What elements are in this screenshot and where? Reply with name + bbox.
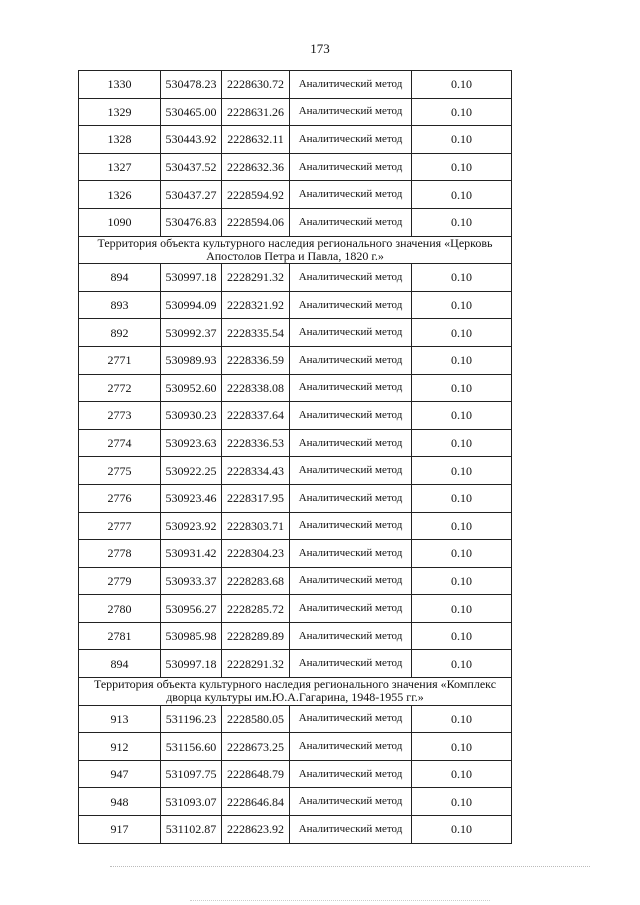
y-coordinate-cell: 2228335.54 xyxy=(222,319,290,347)
table-row xyxy=(79,540,512,568)
method-cell: Аналитический метод xyxy=(290,346,412,374)
point-number-cell: 2777 xyxy=(79,512,161,540)
point-number-cell: 2771 xyxy=(79,346,161,374)
accuracy-cell: 0.10 xyxy=(412,457,512,485)
y-coordinate-cell: 2228337.64 xyxy=(222,402,290,430)
section-title: Территория объекта культурного наследия регионального значения «Церковь Апостолов Петра и Павла, 1820 г.» xyxy=(79,236,512,264)
y-coordinate-cell: 2228632.11 xyxy=(222,126,290,154)
accuracy-cell: 0.10 xyxy=(412,208,512,236)
method-cell: Аналитический метод xyxy=(290,622,412,650)
accuracy-cell: 0.10 xyxy=(412,567,512,595)
x-coordinate-cell: 530478.23 xyxy=(161,71,222,99)
table-row xyxy=(79,457,512,485)
section-header-row xyxy=(79,236,512,264)
point-number-cell: 2774 xyxy=(79,429,161,457)
method-cell: Аналитический метод xyxy=(290,760,412,788)
x-coordinate-cell: 531102.87 xyxy=(161,816,222,844)
method-cell: Аналитический метод xyxy=(290,457,412,485)
method-cell: Аналитический метод xyxy=(290,429,412,457)
method-cell: Аналитический метод xyxy=(290,208,412,236)
method-cell: Аналитический метод xyxy=(290,705,412,733)
point-number-cell: 2776 xyxy=(79,484,161,512)
y-coordinate-cell: 2228336.53 xyxy=(222,429,290,457)
table-row xyxy=(79,374,512,402)
table-row xyxy=(79,208,512,236)
point-number-cell: 2778 xyxy=(79,540,161,568)
table-row xyxy=(79,319,512,347)
y-coordinate-cell: 2228648.79 xyxy=(222,760,290,788)
x-coordinate-cell: 530465.00 xyxy=(161,98,222,126)
x-coordinate-cell: 531156.60 xyxy=(161,733,222,761)
y-coordinate-cell: 2228321.92 xyxy=(222,291,290,319)
table-row xyxy=(79,181,512,209)
accuracy-cell: 0.10 xyxy=(412,126,512,154)
x-coordinate-cell: 530922.25 xyxy=(161,457,222,485)
x-coordinate-cell: 530437.27 xyxy=(161,181,222,209)
page-number: 173 xyxy=(310,41,330,56)
x-coordinate-cell: 530997.18 xyxy=(161,650,222,678)
y-coordinate-cell: 2228303.71 xyxy=(222,512,290,540)
y-coordinate-cell: 2228623.92 xyxy=(222,816,290,844)
method-cell: Аналитический метод xyxy=(290,540,412,568)
point-number-cell: 893 xyxy=(79,291,161,319)
table-row xyxy=(79,291,512,319)
x-coordinate-cell: 530923.46 xyxy=(161,484,222,512)
point-number-cell: 892 xyxy=(79,319,161,347)
point-number-cell: 917 xyxy=(79,816,161,844)
x-coordinate-cell: 530923.63 xyxy=(161,429,222,457)
scan-artifact xyxy=(110,866,590,869)
table-row xyxy=(79,788,512,816)
x-coordinate-cell: 530992.37 xyxy=(161,319,222,347)
table-row xyxy=(79,733,512,761)
point-number-cell: 948 xyxy=(79,788,161,816)
table-row xyxy=(79,567,512,595)
table-row xyxy=(79,346,512,374)
method-cell: Аналитический метод xyxy=(290,153,412,181)
accuracy-cell: 0.10 xyxy=(412,264,512,292)
x-coordinate-cell: 530923.92 xyxy=(161,512,222,540)
point-number-cell: 947 xyxy=(79,760,161,788)
y-coordinate-cell: 2228285.72 xyxy=(222,595,290,623)
method-cell: Аналитический метод xyxy=(290,484,412,512)
point-number-cell: 1326 xyxy=(79,181,161,209)
y-coordinate-cell: 2228580.05 xyxy=(222,705,290,733)
point-number-cell: 1330 xyxy=(79,71,161,99)
method-cell: Аналитический метод xyxy=(290,374,412,402)
point-number-cell: 894 xyxy=(79,264,161,292)
table-row xyxy=(79,760,512,788)
x-coordinate-cell: 530989.93 xyxy=(161,346,222,374)
x-coordinate-cell: 530952.60 xyxy=(161,374,222,402)
table-row xyxy=(79,402,512,430)
y-coordinate-cell: 2228283.68 xyxy=(222,567,290,595)
accuracy-cell: 0.10 xyxy=(412,705,512,733)
accuracy-cell: 0.10 xyxy=(412,733,512,761)
accuracy-cell: 0.10 xyxy=(412,760,512,788)
table-row xyxy=(79,71,512,99)
x-coordinate-cell: 530437.52 xyxy=(161,153,222,181)
point-number-cell: 1329 xyxy=(79,98,161,126)
table-row xyxy=(79,512,512,540)
method-cell: Аналитический метод xyxy=(290,71,412,99)
point-number-cell: 2775 xyxy=(79,457,161,485)
point-number-cell: 2779 xyxy=(79,567,161,595)
accuracy-cell: 0.10 xyxy=(412,540,512,568)
y-coordinate-cell: 2228646.84 xyxy=(222,788,290,816)
y-coordinate-cell: 2228594.06 xyxy=(222,208,290,236)
point-number-cell: 1328 xyxy=(79,126,161,154)
y-coordinate-cell: 2228317.95 xyxy=(222,484,290,512)
method-cell: Аналитический метод xyxy=(290,98,412,126)
y-coordinate-cell: 2228289.89 xyxy=(222,622,290,650)
y-coordinate-cell: 2228594.92 xyxy=(222,181,290,209)
point-number-cell: 894 xyxy=(79,650,161,678)
method-cell: Аналитический метод xyxy=(290,650,412,678)
accuracy-cell: 0.10 xyxy=(412,291,512,319)
accuracy-cell: 0.10 xyxy=(412,429,512,457)
method-cell: Аналитический метод xyxy=(290,126,412,154)
accuracy-cell: 0.10 xyxy=(412,512,512,540)
method-cell: Аналитический метод xyxy=(290,567,412,595)
point-number-cell: 2773 xyxy=(79,402,161,430)
accuracy-cell: 0.10 xyxy=(412,816,512,844)
accuracy-cell: 0.10 xyxy=(412,650,512,678)
point-number-cell: 2780 xyxy=(79,595,161,623)
method-cell: Аналитический метод xyxy=(290,595,412,623)
table-row xyxy=(79,595,512,623)
x-coordinate-cell: 530443.92 xyxy=(161,126,222,154)
accuracy-cell: 0.10 xyxy=(412,402,512,430)
x-coordinate-cell: 530933.37 xyxy=(161,567,222,595)
coordinates-table-body xyxy=(79,71,512,844)
method-cell: Аналитический метод xyxy=(290,181,412,209)
accuracy-cell: 0.10 xyxy=(412,98,512,126)
accuracy-cell: 0.10 xyxy=(412,71,512,99)
y-coordinate-cell: 2228630.72 xyxy=(222,71,290,99)
x-coordinate-cell: 530476.83 xyxy=(161,208,222,236)
table-row xyxy=(79,650,512,678)
point-number-cell: 912 xyxy=(79,733,161,761)
point-number-cell: 2772 xyxy=(79,374,161,402)
section-header-row xyxy=(79,678,512,706)
accuracy-cell: 0.10 xyxy=(412,319,512,347)
y-coordinate-cell: 2228291.32 xyxy=(222,650,290,678)
x-coordinate-cell: 530985.98 xyxy=(161,622,222,650)
table-row xyxy=(79,705,512,733)
section-title: Территория объекта культурного наследия регионального значения «Комплекс дворца культуры им.Ю.А.Гагарина, 1948-1955 гг.» xyxy=(79,678,512,706)
method-cell: Аналитический метод xyxy=(290,512,412,540)
method-cell: Аналитический метод xyxy=(290,788,412,816)
y-coordinate-cell: 2228631.26 xyxy=(222,98,290,126)
y-coordinate-cell: 2228632.36 xyxy=(222,153,290,181)
table-row xyxy=(79,622,512,650)
x-coordinate-cell: 530930.23 xyxy=(161,402,222,430)
accuracy-cell: 0.10 xyxy=(412,484,512,512)
x-coordinate-cell: 531097.75 xyxy=(161,760,222,788)
y-coordinate-cell: 2228304.23 xyxy=(222,540,290,568)
accuracy-cell: 0.10 xyxy=(412,595,512,623)
table-row xyxy=(79,153,512,181)
accuracy-cell: 0.10 xyxy=(412,622,512,650)
point-number-cell: 913 xyxy=(79,705,161,733)
table-row xyxy=(79,816,512,844)
table-row xyxy=(79,429,512,457)
accuracy-cell: 0.10 xyxy=(412,181,512,209)
y-coordinate-cell: 2228336.59 xyxy=(222,346,290,374)
x-coordinate-cell: 530997.18 xyxy=(161,264,222,292)
table-row xyxy=(79,98,512,126)
accuracy-cell: 0.10 xyxy=(412,788,512,816)
point-number-cell: 1327 xyxy=(79,153,161,181)
accuracy-cell: 0.10 xyxy=(412,153,512,181)
accuracy-cell: 0.10 xyxy=(412,346,512,374)
x-coordinate-cell: 530956.27 xyxy=(161,595,222,623)
x-coordinate-cell: 531093.07 xyxy=(161,788,222,816)
method-cell: Аналитический метод xyxy=(290,733,412,761)
y-coordinate-cell: 2228673.25 xyxy=(222,733,290,761)
y-coordinate-cell: 2228291.32 xyxy=(222,264,290,292)
method-cell: Аналитический метод xyxy=(290,264,412,292)
point-number-cell: 2781 xyxy=(79,622,161,650)
y-coordinate-cell: 2228338.08 xyxy=(222,374,290,402)
x-coordinate-cell: 530994.09 xyxy=(161,291,222,319)
method-cell: Аналитический метод xyxy=(290,816,412,844)
method-cell: Аналитический метод xyxy=(290,319,412,347)
table-row xyxy=(79,484,512,512)
method-cell: Аналитический метод xyxy=(290,291,412,319)
table-row xyxy=(79,264,512,292)
method-cell: Аналитический метод xyxy=(290,402,412,430)
scan-artifact xyxy=(190,900,490,902)
accuracy-cell: 0.10 xyxy=(412,374,512,402)
point-number-cell: 1090 xyxy=(79,208,161,236)
coordinates-table xyxy=(78,70,512,844)
table-row xyxy=(79,126,512,154)
x-coordinate-cell: 531196.23 xyxy=(161,705,222,733)
x-coordinate-cell: 530931.42 xyxy=(161,540,222,568)
y-coordinate-cell: 2228334.43 xyxy=(222,457,290,485)
